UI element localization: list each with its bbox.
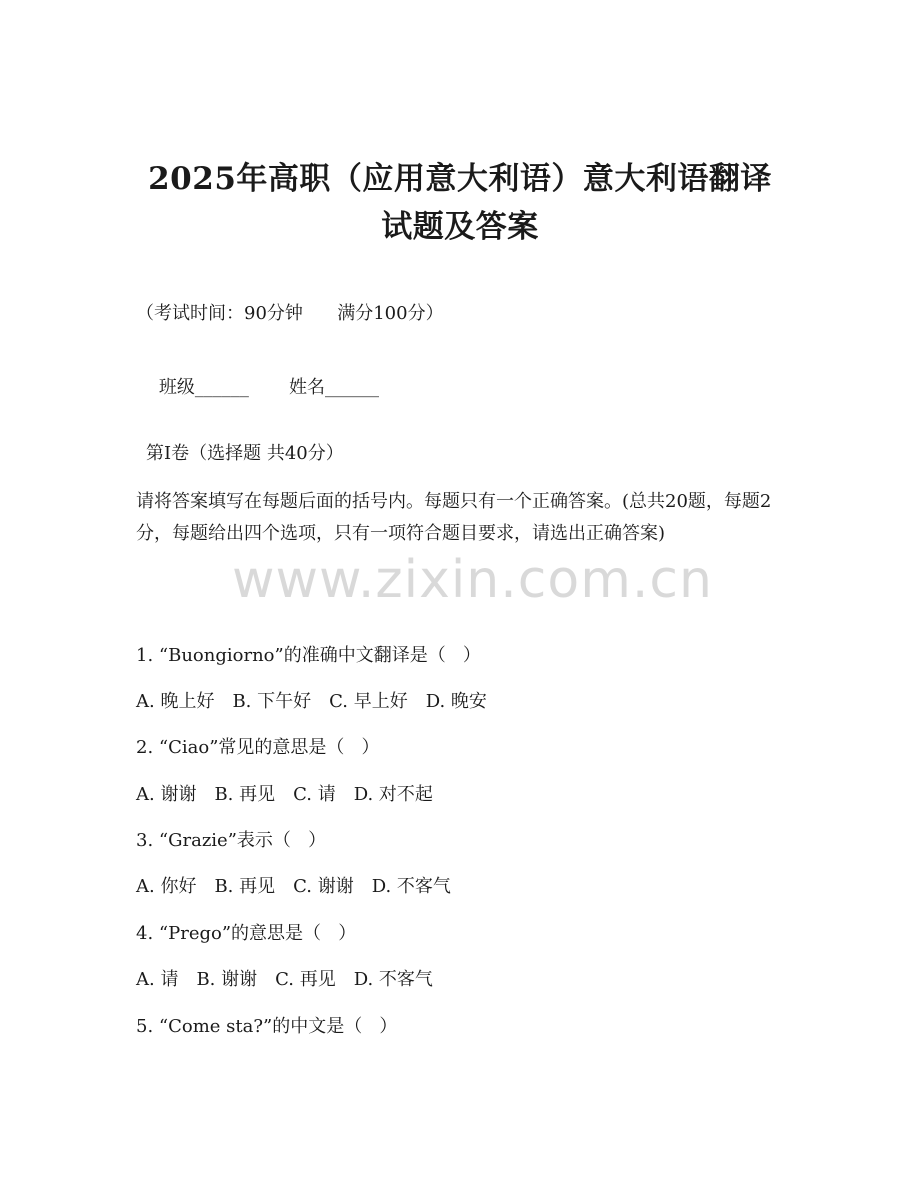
watermark: www.zixin.com.cn: [232, 550, 713, 610]
option-b: B. 谢谢: [196, 969, 258, 990]
student-fields: [136, 349, 379, 427]
option-d: D. 对不起: [353, 784, 433, 805]
question-stem-3: 3. “Grazie”表示（ ）: [136, 830, 327, 851]
option-c: C. 请: [293, 784, 336, 805]
option-a: A. 谢谢: [136, 784, 197, 805]
option-a: A. 请: [136, 969, 179, 990]
section-heading: 第Ⅰ卷（选择题 共40分）: [146, 443, 344, 464]
option-c: C. 早上好: [329, 691, 408, 712]
question-stem-2: 2. “Ciao”常见的意思是（ ）: [136, 737, 380, 758]
instructions: 请将答案填写在每题后面的括号内。每题只有一个正确答案。(总共20题，每题2分，每题给出四个选项，只有一项符合题目要求，请选出正确答案): [136, 491, 772, 544]
question-options-2: [136, 782, 451, 808]
option-d: D. 不客气: [371, 876, 451, 897]
question-options-4: [136, 967, 451, 993]
option-c: C. 谢谢: [293, 876, 354, 897]
question-stem-5: 5. “Come sta?”的中文是（ ）: [136, 1016, 398, 1037]
question-stem-4: 4. “Prego”的意思是（ ）: [136, 923, 357, 944]
name-field: 姓名______: [288, 377, 379, 398]
question-options-1: [136, 689, 505, 715]
question-stem-1: 1. “Buongiorno”的准确中文翻译是（ ）: [136, 645, 481, 666]
option-d: D. 不客气: [353, 969, 433, 990]
option-c: C. 再见: [275, 969, 336, 990]
option-a: A. 晚上好: [136, 691, 215, 712]
option-b: B. 再见: [214, 784, 276, 805]
document-title-line1: 2025年高职（应用意大利语）意大利语翻译: [148, 161, 772, 197]
option-b: B. 下午好: [232, 691, 312, 712]
field-gap: [249, 377, 289, 398]
class-field: 班级______: [158, 377, 249, 398]
option-b: B. 再见: [214, 876, 276, 897]
option-a: A. 你好: [136, 876, 197, 897]
exam-info: （考试时间：90分钟 满分100分）: [136, 303, 444, 324]
option-d: D. 晚安: [425, 691, 487, 712]
question-options-3: [136, 874, 469, 900]
document-title-line2: 试题及答案: [381, 209, 539, 245]
